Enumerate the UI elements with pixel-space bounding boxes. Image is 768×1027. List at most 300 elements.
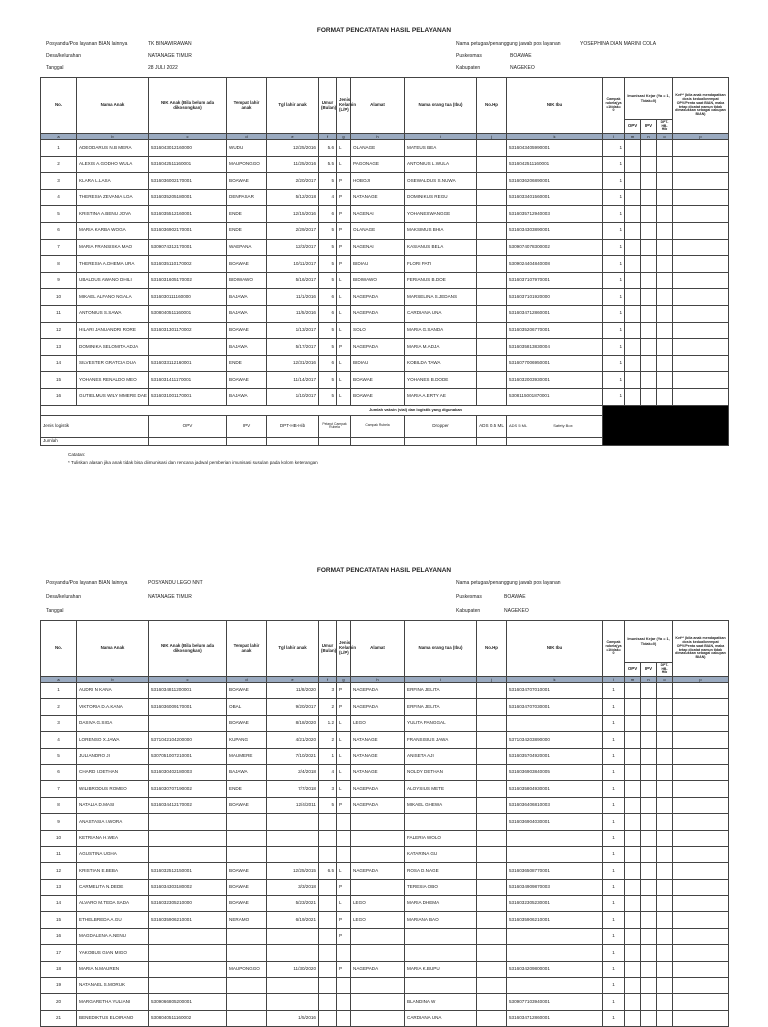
cell-nik-ibu: 5316043405990001 (507, 140, 603, 157)
cell-opv (625, 846, 641, 862)
cell-dpt (657, 961, 673, 977)
cell-opv (625, 879, 641, 895)
cell-dpt (657, 239, 673, 256)
table-row (41, 699, 729, 715)
cell-no: 9 (41, 814, 77, 830)
cell-umur: 5 (319, 322, 337, 339)
cell-tgl-lahir: 11/25/2016 (267, 156, 319, 173)
cell-keterangan (673, 732, 729, 748)
cell-nama-ortu: ANTONIUS L.WULA (405, 156, 477, 173)
cell-nik-ibu: 5316034712860001 (507, 1010, 603, 1026)
cell-tgl-lahir: 4/21/2020 (267, 732, 319, 748)
cell-umur (319, 896, 337, 912)
cell-opv (625, 699, 641, 715)
cell-jenis-kelamin: L (337, 272, 351, 289)
table-row (41, 715, 729, 731)
meta-value: NATANAGE TIMUR (148, 53, 192, 59)
table-row (41, 305, 729, 322)
cell-ipv (641, 222, 657, 239)
cell-nik-anak: 5316034303180002 (149, 879, 227, 895)
cell-tgl-lahir: 10/11/2017 (267, 256, 319, 273)
cell-alamat: NAGEPADA (351, 683, 405, 699)
cell-nama-ortu: NOLDY DETHAN (405, 764, 477, 780)
cell-ipv (641, 896, 657, 912)
cell-keterangan (673, 189, 729, 206)
cell-keterangan (673, 683, 729, 699)
cell-nohp (477, 339, 507, 356)
cell-alamat: NATANAGE (351, 764, 405, 780)
meta-value: NAGEKEO (510, 65, 535, 71)
cell-opv (625, 814, 641, 830)
cell-keterangan (673, 305, 729, 322)
cell-umur (319, 814, 337, 830)
table-row (41, 239, 729, 256)
cell-opv (625, 239, 641, 256)
cell-nohp (477, 863, 507, 879)
cell-nohp (477, 715, 507, 731)
meta-label: Tanggal (46, 65, 64, 71)
cell-alamat: NAGEPADA (351, 339, 405, 356)
cell-nama-anak: THERESIA ZEVANIA LOA (77, 189, 149, 206)
cell-alamat: LEGO (351, 912, 405, 928)
cell-nama-anak: MARIA N.MAUREN (77, 961, 149, 977)
cell-tempat-lahir: KUPANG (227, 732, 267, 748)
cell-umur: 5 (319, 239, 337, 256)
cell-jenis-kelamin: L (337, 732, 351, 748)
cell-keterangan (673, 355, 729, 372)
table-row (41, 928, 729, 944)
cell-nik-ibu: 5316035906210001 (507, 912, 603, 928)
cell-umur (319, 830, 337, 846)
column-index: i (405, 134, 477, 140)
header-dpt: DPT-HB-Hib (657, 120, 673, 134)
cell-nama-anak: JULIANDRO JI (77, 748, 149, 764)
cell-nik-anak (149, 978, 227, 994)
cell-nohp (477, 140, 507, 157)
cell-nama-anak: WILIBRODUS ROMEO (77, 781, 149, 797)
cell-umur (319, 978, 337, 994)
cell-campak: 1 (603, 732, 625, 748)
column-index: k (507, 677, 603, 683)
cell-no: 16 (41, 928, 77, 944)
cell-dpt (657, 305, 673, 322)
cell-tempat-lahir (227, 945, 267, 961)
cell-tgl-lahir (267, 994, 319, 1010)
cell-ipv (641, 699, 657, 715)
cell-keterangan (673, 715, 729, 731)
cell-nik-anak: 5316032305210000 (149, 896, 227, 912)
cell-tgl-lahir: 7/10/2021 (267, 748, 319, 764)
cell-opv (625, 945, 641, 961)
header-nohp: No.Hp (477, 78, 507, 134)
cell-no: 17 (41, 945, 77, 961)
table-row (41, 879, 729, 895)
cell-campak: 1 (603, 683, 625, 699)
cell-tempat-lahir: DENPASAR (227, 189, 267, 206)
cell-opv (625, 140, 641, 157)
meta-value: NAGEKEO (504, 608, 529, 614)
cell-ipv (641, 140, 657, 157)
cell-no: 8 (41, 797, 77, 813)
cell-nama-anak: ETHELBREDA A.GU (77, 912, 149, 928)
header-imunisasi: Imunisasi Kejar (Ya = 1, Tidak=0) (625, 621, 673, 663)
cell-nik-anak: 5316031001170001 (149, 388, 227, 405)
cell-dpt (657, 748, 673, 764)
header-nama-anak: Nama Anak (77, 621, 149, 677)
header-alamat: Alamat (351, 621, 405, 677)
cell-alamat (351, 994, 405, 1010)
cell-nik-anak (149, 339, 227, 356)
cell-keterangan (673, 239, 729, 256)
cell-keterangan (673, 156, 729, 173)
cell-tgl-lahir: 5/17/2017 (267, 339, 319, 356)
cell-no: 10 (41, 289, 77, 306)
cell-ipv (641, 156, 657, 173)
cell-nohp (477, 748, 507, 764)
cell-tempat-lahir: ENDE (227, 222, 267, 239)
cell-dpt (657, 256, 673, 273)
cell-umur (319, 879, 337, 895)
meta-label: Tanggal (46, 608, 64, 614)
cell-campak: 1 (603, 994, 625, 1010)
column-index: l (603, 677, 625, 683)
cell-nik-anak (149, 846, 227, 862)
cell-tempat-lahir: BOAWAE (227, 879, 267, 895)
cell-alamat (351, 830, 405, 846)
meta-label: Kabupaten (456, 608, 481, 614)
meta-value: POSYANDU LEGO NNT (148, 580, 203, 586)
cell-keterangan (673, 961, 729, 977)
meta-value: BOAWAE (504, 594, 526, 600)
cell-nohp (477, 699, 507, 715)
cell-nama-ortu: MARSELINA S.JEDANS (405, 289, 477, 306)
cell-campak: 1 (603, 928, 625, 944)
cell-nama-ortu: MARIA DHEMA (405, 896, 477, 912)
cell-umur: 5.5 (319, 156, 337, 173)
cell-nama-ortu: MARIA G.SANDA (405, 322, 477, 339)
cell-tgl-lahir (267, 945, 319, 961)
cell-opv (625, 322, 641, 339)
cell-tgl-lahir: 2/4/2018 (267, 764, 319, 780)
column-index: a (41, 677, 77, 683)
cell-keterangan (673, 699, 729, 715)
table-row (41, 272, 729, 289)
table-row (41, 814, 729, 830)
cell-nama-ortu: FALERIA WOLO (405, 830, 477, 846)
cell-nik-anak (149, 928, 227, 944)
table-row (41, 781, 729, 797)
cell-tempat-lahir: WUDU (227, 140, 267, 157)
column-index: o (657, 677, 673, 683)
cell-campak: 1 (603, 189, 625, 206)
cell-nik-anak: 5307051007210001 (149, 748, 227, 764)
cell-nik-anak: 5316033112160001 (149, 355, 227, 372)
cell-keterangan (673, 222, 729, 239)
cell-jenis-kelamin: P (337, 699, 351, 715)
cell-alamat: NAGENAI (351, 206, 405, 223)
cell-nama-ortu: KATARINA GU (405, 846, 477, 862)
cell-nik-anak: 5316035110170002 (149, 256, 227, 273)
cell-umur (319, 846, 337, 862)
cell-nik-anak: 5316035512160001 (149, 206, 227, 223)
table-row (41, 961, 729, 977)
cell-nik-anak: 5316036009170001 (149, 699, 227, 715)
cell-jenis-kelamin: P (337, 961, 351, 977)
cell-ipv (641, 322, 657, 339)
cell-tempat-lahir: MAUMERE (227, 748, 267, 764)
cell-keterangan (673, 289, 729, 306)
cell-nik-ibu: 5316036206890001 (507, 173, 603, 190)
catatan-label: Catatan: (68, 452, 86, 457)
column-index: f (319, 134, 337, 140)
cell-nama-ortu (405, 978, 477, 994)
cell-campak: 1 (603, 355, 625, 372)
cell-no: 4 (41, 732, 77, 748)
cell-dpt (657, 945, 673, 961)
cell-tempat-lahir: MAUPONGGO (227, 961, 267, 977)
cell-nik-ibu: 5316036903840005 (507, 764, 603, 780)
cell-no: 3 (41, 715, 77, 731)
cell-alamat: NAGENAI (351, 239, 405, 256)
cell-jenis-kelamin (337, 994, 351, 1010)
cell-nama-anak: GUTIELMUS WILY MMERE DAE (77, 388, 149, 405)
cell-tgl-lahir (267, 978, 319, 994)
cell-opv (625, 994, 641, 1010)
header-opv: OPV (625, 120, 641, 134)
cell-nama-ortu: CARDIANA UNA (405, 305, 477, 322)
header-campak: Campak rubela(ya =1tidak= 0 (603, 621, 625, 677)
cell-opv (625, 896, 641, 912)
cell-tempat-lahir: BOAWAE (227, 256, 267, 273)
cell-nik-ibu: 5316033401560001 (507, 189, 603, 206)
cell-alamat (351, 879, 405, 895)
meta-value: YOSEPHINA DIAN MARINI COLA (580, 41, 657, 47)
column-index: e (267, 134, 319, 140)
cell-no: 14 (41, 896, 77, 912)
cell-nama-ortu: ROSA D.NAGE (405, 863, 477, 879)
cell-nama-ortu (405, 945, 477, 961)
cell-nik-anak: 5316035906210001 (149, 912, 227, 928)
cell-dpt (657, 846, 673, 862)
summary-campak: Campak Rubela (351, 415, 405, 437)
cell-keterangan (673, 863, 729, 879)
cell-dpt (657, 797, 673, 813)
cell-tempat-lahir: NERAMO (227, 912, 267, 928)
cell-nama-anak: ALVARO M.TEDA SADA (77, 896, 149, 912)
cell-nohp (477, 289, 507, 306)
cell-no: 15 (41, 372, 77, 389)
cell-opv (625, 781, 641, 797)
cell-nohp (477, 732, 507, 748)
cell-dpt (657, 322, 673, 339)
cell-nama-anak: KETRIANA H.WEA (77, 830, 149, 846)
table-row (41, 846, 729, 862)
cell-ipv (641, 994, 657, 1010)
cell-umur: 6 (319, 206, 337, 223)
cell-ipv (641, 863, 657, 879)
cell-nik-ibu: 5316034707010001 (507, 683, 603, 699)
cell-campak: 1 (603, 272, 625, 289)
cell-nik-ibu: 5316077006950001 (507, 355, 603, 372)
cell-nik-ibu: 5316035813830004 (507, 339, 603, 356)
header-keterangan: Ket** (bila anak mendapatkan dosis kedua/keempat OPV/Penta saat BIAN, maka tetap dicatat namun tidak dimasukkan sebagai cakupan BIAN) (673, 621, 729, 677)
header-ipv: IPV (641, 120, 657, 134)
cell-nama-ortu: MATEUS BEA (405, 140, 477, 157)
cell-ipv (641, 748, 657, 764)
meta-label: Desa/kelurahan (46, 594, 82, 600)
cell-nama-anak: KRISTIAN E.BEBA (77, 863, 149, 879)
cell-nik-ibu (507, 715, 603, 731)
table-row (41, 732, 729, 748)
cell-tempat-lahir (227, 814, 267, 830)
cell-nik-anak: 5371042104200000 (149, 732, 227, 748)
cell-alamat (351, 945, 405, 961)
cell-alamat: NAGEPADA (351, 797, 405, 813)
cell-dpt (657, 372, 673, 389)
cell-alamat (351, 978, 405, 994)
cell-nama-ortu: FLORI PATI (405, 256, 477, 273)
column-index: i (405, 677, 477, 683)
summary-ads5: ADS 5 ML (509, 423, 528, 428)
cell-nik-anak: 5316035205180001 (149, 189, 227, 206)
cell-keterangan (673, 140, 729, 157)
header-nama-ortu: Nama orang tua (Ibu) (405, 78, 477, 134)
header-keterangan: Ket** (bila anak mendapatkan dosis kedua/keempat OPV/Penta saat BIAN, maka tetap dicatat namun tidak dimasukkan sebagai cakupan BIAN) (673, 78, 729, 134)
column-index: p (673, 677, 729, 683)
table-row (41, 748, 729, 764)
cell-tempat-lahir: ENDE (227, 781, 267, 797)
cell-tempat-lahir: BAJAWA (227, 305, 267, 322)
cell-campak: 1 (603, 289, 625, 306)
cell-ipv (641, 912, 657, 928)
cell-tempat-lahir: BOAWAE (227, 372, 267, 389)
cell-ipv (641, 879, 657, 895)
cell-nik-ibu: 5316035206770001 (507, 322, 603, 339)
cell-no: 1 (41, 683, 77, 699)
header-imunisasi: Imunisasi Kejar (Ya = 1, Tidak=0) (625, 78, 673, 120)
cell-opv (625, 289, 641, 306)
cell-umur: 5 (319, 272, 337, 289)
column-index: h (351, 677, 405, 683)
cell-umur (319, 928, 337, 944)
column-index: c (149, 677, 227, 683)
cell-nik-anak: 5316030707190002 (149, 781, 227, 797)
cell-nama-ortu: KOBILDA TAWA (405, 355, 477, 372)
cell-jenis-kelamin: L (337, 322, 351, 339)
cell-campak: 1 (603, 699, 625, 715)
cell-nik-anak: 5316031411170001 (149, 372, 227, 389)
cell-nohp (477, 978, 507, 994)
cell-tgl-lahir: 8/18/2020 (267, 715, 319, 731)
cell-tempat-lahir: BIDIWAWO (227, 272, 267, 289)
cell-alamat: BIDIAU (351, 355, 405, 372)
meta-label: Posyandu/Pos layanan BIAN lainnya (46, 580, 128, 586)
column-index: o (657, 134, 673, 140)
cell-nik-ibu: 5316034909870003 (507, 879, 603, 895)
cell-opv (625, 206, 641, 223)
cell-ipv (641, 732, 657, 748)
cell-nama-ortu: ALOYSIUS METE (405, 781, 477, 797)
service-table-1 (40, 77, 729, 446)
cell-no: 11 (41, 846, 77, 862)
cell-ipv (641, 256, 657, 273)
cell-opv (625, 189, 641, 206)
cell-nik-ibu: 5316042511160001 (507, 156, 603, 173)
cell-campak: 1 (603, 797, 625, 813)
cell-opv (625, 748, 641, 764)
cell-campak: 1 (603, 879, 625, 895)
cell-no: 18 (41, 961, 77, 977)
cell-nohp (477, 764, 507, 780)
header-nik-ibu: NIK Ibu (507, 78, 603, 134)
cell-alamat: LEGO (351, 896, 405, 912)
cell-tgl-lahir: 11/30/2020 (267, 961, 319, 977)
cell-nohp (477, 797, 507, 813)
cell-umur: 5 (319, 339, 337, 356)
cell-campak: 1 (603, 715, 625, 731)
cell-alamat (351, 928, 405, 944)
cell-no: 12 (41, 322, 77, 339)
cell-jenis-kelamin (337, 1010, 351, 1026)
cell-nama-anak: ALEXIS A.GODHO WULA (77, 156, 149, 173)
cell-nama-anak: MARGARETHA YULIANI (77, 994, 149, 1010)
cell-tgl-lahir: 2/20/2017 (267, 173, 319, 190)
cell-no: 1 (41, 140, 77, 157)
cell-nama-anak: KLARA L.LASA (77, 173, 149, 190)
cell-nik-anak: 5316043012160000 (149, 140, 227, 157)
summary-title: Jumlah vaksin (vial) dan logistik yang digunakan (41, 405, 603, 415)
cell-tempat-lahir: ENDE (227, 355, 267, 372)
cell-nama-anak: THERESIA A.DHEMA URA (77, 256, 149, 273)
cell-no: 20 (41, 994, 77, 1010)
cell-no: 6 (41, 222, 77, 239)
cell-tgl-lahir: 2/29/2017 (267, 222, 319, 239)
cell-umur: 6 (319, 355, 337, 372)
cell-tempat-lahir: BOAWAE (227, 173, 267, 190)
cell-nama-anak: YOHANES RENALDO MEO (77, 372, 149, 389)
cell-nohp (477, 961, 507, 977)
cell-nama-ortu: FERIANUS B.DOE (405, 272, 477, 289)
column-index: b (77, 134, 149, 140)
cell-umur: 5 (319, 222, 337, 239)
table-row (41, 322, 729, 339)
cell-ipv (641, 372, 657, 389)
cell-nik-ibu: 5316036406810003 (507, 797, 603, 813)
cell-ipv (641, 388, 657, 405)
cell-ipv (641, 928, 657, 944)
cell-nohp (477, 272, 507, 289)
cell-umur: 4 (319, 189, 337, 206)
cell-opv (625, 683, 641, 699)
cell-ipv (641, 764, 657, 780)
cell-campak: 1 (603, 961, 625, 977)
table-row (41, 863, 729, 879)
cell-tgl-lahir: 12/3/2017 (267, 239, 319, 256)
column-index: b (77, 677, 149, 683)
cell-no: 15 (41, 912, 77, 928)
cell-umur (319, 912, 337, 928)
cell-umur: 6 (319, 305, 337, 322)
cell-dpt (657, 289, 673, 306)
cell-keterangan (673, 764, 729, 780)
cell-campak: 1 (603, 814, 625, 830)
cell-opv (625, 978, 641, 994)
form-title: FORMAT PENCATATAN HASIL PELAYANAN (316, 27, 452, 34)
column-index: h (351, 134, 405, 140)
cell-opv (625, 388, 641, 405)
cell-tgl-lahir: 5/23/2021 (267, 896, 319, 912)
header-dpt: DPT-HB-Hib (657, 663, 673, 677)
